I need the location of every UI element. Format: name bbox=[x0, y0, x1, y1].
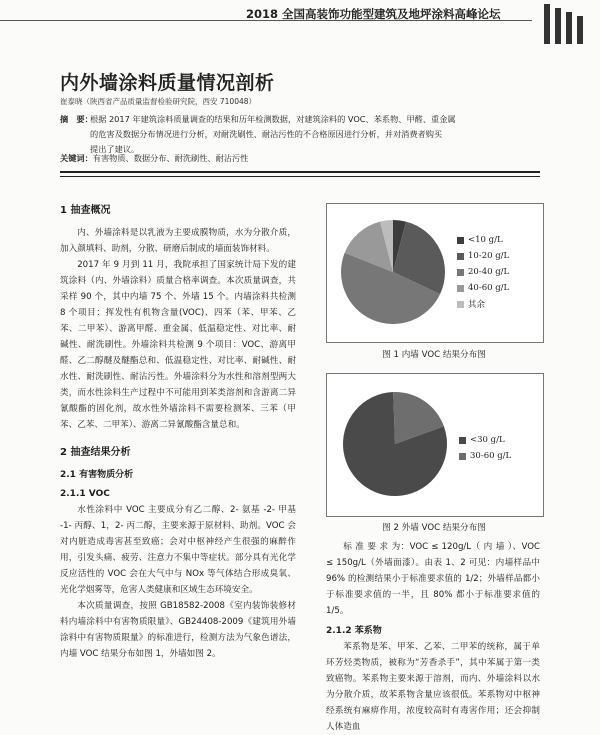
paragraph: 2017 年 9 月到 11 月，我院承担了国家统计局下发的建筑涂料（内、外墙涂料）质量合格率调查。本次质量调查，共采样 90 个，其中内墙 75 个、外墙 15 个。内墙涂料共检测 8 个项目：挥发性有机物含量(VOC)、四苯（苯、甲苯、乙苯、二甲苯）、游离甲醛、重金属、低温稳定性、对比率、耐碱性、耐洗刷性。外墙涂料共检测 9 个项目：VOC、游离甲醛、乙二醇醚及醚酯总和、低温稳定性、对比率、耐碱性、耐水性、耐洗刷性、耐沾污性。外墙涂料分为水性和溶剂型两大类，而水性涂料生产过程中不可能用到苯类溶剂和含游离二异氰酸酯的固化剂，故水性外墙涂料不需要检测苯、三苯（甲苯、乙苯、二甲苯）、游离二异氰酸酯含量总和。 bbox=[60, 260, 296, 430]
abstract-label: 摘 要： bbox=[60, 114, 93, 124]
abstract bbox=[60, 112, 542, 157]
article-title: 内外墙涂料质量情况剖析 bbox=[60, 72, 275, 94]
legend-label: 20-40 g/L bbox=[468, 267, 510, 277]
section-2-1-heading: 2.1 有害物质分析 bbox=[60, 470, 134, 480]
legend-swatch bbox=[457, 301, 464, 308]
abstract-line: 的危害及数据分布情况进行分析，对耐洗刷性、耐沾污性的不合格原因进行分析，并对消费者购买 bbox=[90, 129, 443, 139]
legend-entry bbox=[457, 232, 509, 248]
legend-label: <10 g/L bbox=[468, 235, 503, 245]
figure-2 bbox=[326, 373, 544, 517]
keywords bbox=[60, 153, 248, 164]
legend-swatch bbox=[457, 269, 464, 276]
paragraph: 水性涂料中 VOC 主要成分有乙二醇、2- 氨基 -2- 甲基 -1- 丙醇、1，2- 丙二醇，主要来源于原材料、助剂。VOC 会对内脏造成毒害甚至致癌；会对中枢神经产生很强的麻醉作用，引发头痛、疲劳、注意力不集中等症状。部分具有光化学反应活性的 VOC 会在大气中与 NOx 等气体结合形成臭氧、光化学烟雾等，危害人类健康和区域生态环境安全。 bbox=[60, 505, 296, 595]
legend-swatch bbox=[459, 453, 466, 460]
right-column bbox=[326, 539, 540, 735]
figure-2-caption: 图 2 外墙 VOC 结果分布图 bbox=[382, 523, 486, 533]
paragraph: 内、外墙涂料是以乳液为主要成膜物质，水为分散介质，加入颜填料、助剂，分散、研磨后制成的墙面装饰材料。 bbox=[60, 228, 296, 254]
legend-entry bbox=[459, 432, 511, 448]
paragraph: 标 准 要 求 为：VOC ≤ 120g/L（ 内 墙 ）、VOC ≤ 150g/L（外墙面漆）。由表 1、2 可见：内墙样品中 96% 的检测结果小于标准要求值的 1/2；外墙样品都小于标准要求值的一半，且 80% 都小于标准要求值的 1/5。 bbox=[326, 542, 540, 616]
legend-label: 30-60 g/L bbox=[470, 451, 512, 461]
keywords-label: 关键词： bbox=[60, 153, 93, 163]
author-line: 崔泰晓（陕西省产品质量监督检验研究院，西安 710048） bbox=[60, 97, 257, 106]
legend-outer-wall bbox=[459, 432, 511, 464]
legend-entry bbox=[459, 448, 511, 464]
legend-entry bbox=[457, 296, 509, 312]
legend-swatch bbox=[457, 253, 464, 260]
abstract-line: 提出了建议。 bbox=[90, 144, 140, 154]
conference-logo-icon bbox=[540, 0, 600, 46]
section-2-1-1-heading: 2.1.1 VOC bbox=[60, 489, 110, 499]
paragraph: 本次质量调查，按照 GB18582-2008《室内装饰装修材料内墙涂料中有害物质限量》、GB24408-2009《建筑用外墙涂料中有害物质限量》的标准进行，检测方法为气象色谱法，内墙 VOC 结果分布如图 1，外墙如图 2。 bbox=[60, 601, 296, 659]
legend-entry bbox=[457, 264, 509, 280]
paragraph: 苯系物是苯、甲苯、乙苯、二甲苯的统称，属于单环芳烃类物质，被称为“芳香杀手”，其中苯属于第一类致癌物。苯系物主要来源于溶剂，而内、外墙涂料以水为分散介质，故苯系物含量应该很低。苯系物对中枢神经系统有麻痹作用，浓度较高时有毒害作用；还会抑制人体造血 bbox=[326, 642, 540, 732]
keywords-text: 有害物质、数据分布、耐洗刷性、耐沾污性 bbox=[92, 153, 249, 163]
section-1-heading: 1 抽查概况 bbox=[60, 205, 111, 216]
legend-label: 其余 bbox=[468, 300, 486, 310]
running-title: 2018 全国高装饰功能型建筑及地坪涂料高峰论坛 bbox=[246, 7, 501, 21]
legend-swatch bbox=[457, 237, 464, 244]
legend-swatch bbox=[457, 285, 464, 292]
divider-thick bbox=[60, 171, 540, 173]
left-column bbox=[60, 203, 296, 662]
legend-label: 40-60 g/L bbox=[468, 283, 510, 293]
pie-chart-inner-wall bbox=[327, 204, 543, 342]
figure-1-caption: 图 1 内墙 VOC 结果分布图 bbox=[382, 350, 486, 360]
legend-label: 10-20 g/L bbox=[468, 251, 510, 261]
legend-inner-wall bbox=[457, 232, 509, 312]
divider-thin bbox=[60, 176, 540, 177]
figure-1 bbox=[326, 203, 544, 343]
legend-entry bbox=[457, 248, 509, 264]
section-2-heading: 2 抽查结果分析 bbox=[60, 447, 131, 458]
legend-swatch bbox=[459, 437, 466, 444]
section-2-1-2-heading: 2.1.2 苯系物 bbox=[326, 626, 382, 636]
legend-entry bbox=[457, 280, 509, 296]
legend-label: <30 g/L bbox=[470, 435, 505, 445]
abstract-line: 根据 2017 年建筑涂料质量调查的结果和历年检测数据，对建筑涂料的 VOC、苯系物、甲醛、重金属 bbox=[90, 114, 456, 124]
